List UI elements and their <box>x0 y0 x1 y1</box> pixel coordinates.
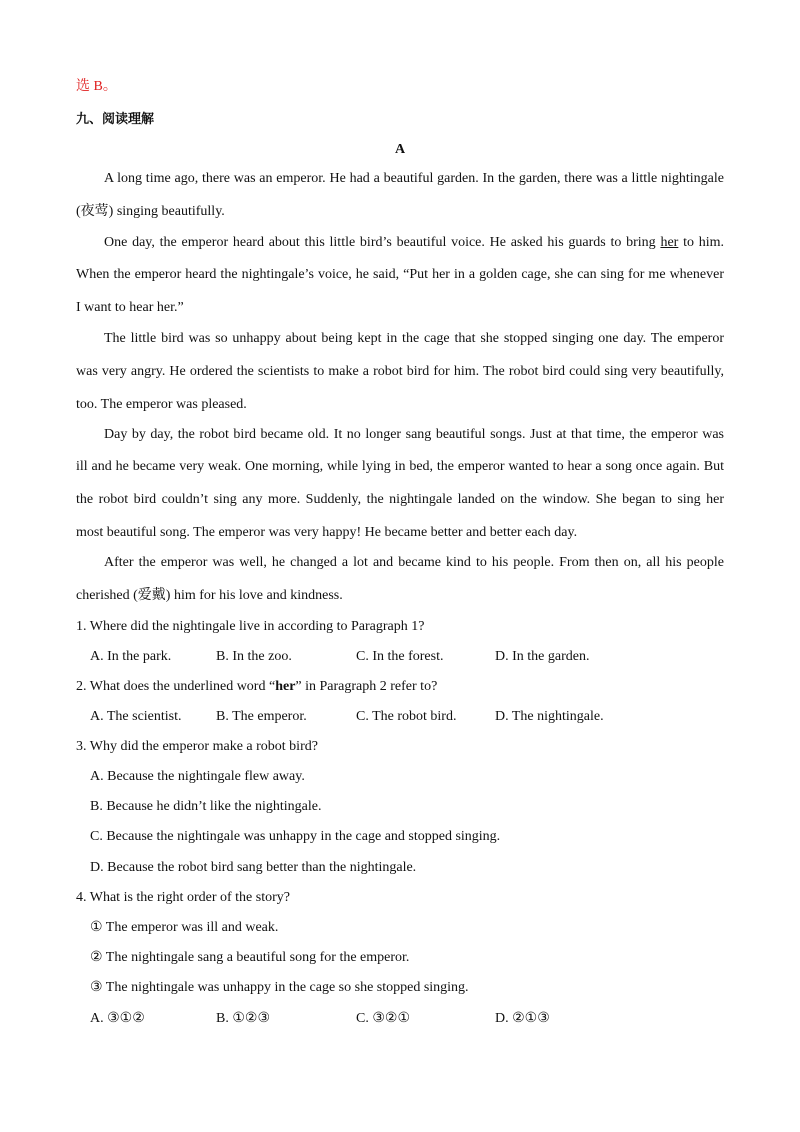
q3-option-d: D. Because the robot bird sang better than the nightingale. <box>90 860 417 875</box>
q2-option-b: B. The emperor. <box>216 709 307 724</box>
q2-option-d: D. The nightingale. <box>495 709 604 724</box>
q2-stem-after: ” in Paragraph 2 refer to? <box>295 679 438 694</box>
passage-p2-line1 <box>104 234 724 252</box>
q4-option-b: B. ①②③ <box>216 1011 270 1026</box>
q1-option-a: A. In the park. <box>90 649 172 664</box>
q2-stem-before: 2. What does the underlined word “ <box>76 679 276 694</box>
passage-p1-line1: A long time ago, there was an emperor. He had a beautiful garden. In the garden, there was a little nightingale <box>104 171 724 186</box>
question-4-options <box>90 1010 730 1028</box>
question-1-stem: 1. Where did the nightingale live in according to Paragraph 1? <box>76 619 425 634</box>
question-2-options <box>90 708 730 726</box>
underlined-word: her <box>660 235 679 250</box>
passage-p3-line3: too. The emperor was pleased. <box>76 397 247 412</box>
passage-p4-line1: Day by day, the robot bird became old. It no longer sang beautiful songs. Just at that time, the emperor was <box>104 427 724 442</box>
answer-note: 选 B。 <box>76 79 117 94</box>
passage-p1-line2: (夜莺) singing beautifully. <box>76 204 225 219</box>
section-title: 九、阅读理解 <box>76 112 155 127</box>
q3-option-c: C. Because the nightingale was unhappy in the cage and stopped singing. <box>90 829 501 844</box>
q1-option-b: B. In the zoo. <box>216 649 292 664</box>
passage-p5-line1: After the emperor was well, he changed a lot and became kind to his people. From then on, all his people <box>104 555 724 570</box>
question-2-stem <box>76 678 724 696</box>
q4-event-1: ① The emperor was ill and weak. <box>90 920 279 935</box>
q2-option-a: A. The scientist. <box>90 709 182 724</box>
q4-event-2: ② The nightingale sang a beautiful song for the emperor. <box>90 950 410 965</box>
q4-option-a: A. ③①② <box>90 1011 145 1026</box>
p2-text-after: to him. <box>678 235 724 250</box>
p2-text-before: One day, the emperor heard about this little bird’s beautiful voice. He asked his guards to bring <box>104 235 661 250</box>
question-1-options <box>90 648 730 666</box>
passage-p3-line2: was very angry. He ordered the scientists to make a robot bird for him. The robot bird could sing very beautifully, <box>76 364 724 379</box>
q1-option-c: C. In the forest. <box>356 649 444 664</box>
passage-p4-line3: the robot bird couldn’t sing any more. Suddenly, the nightingale landed on the window. She began to sing her <box>76 492 724 507</box>
question-3-stem: 3. Why did the emperor make a robot bird? <box>76 739 318 754</box>
q2-stem-bold-word: her <box>275 679 296 694</box>
q3-option-a: A. Because the nightingale flew away. <box>90 769 305 784</box>
q1-option-d: D. In the garden. <box>495 649 590 664</box>
q4-option-d: D. ②①③ <box>495 1011 550 1026</box>
passage-p5-line2: cherished (爱戴) him for his love and kindness. <box>76 588 343 603</box>
question-4-stem: 4. What is the right order of the story? <box>76 890 290 905</box>
passage-p3-line1: The little bird was so unhappy about being kept in the cage that she stopped singing one day. The emperor <box>104 331 724 346</box>
passage-p4-line2: ill and he became very weak. One morning, while lying in bed, the emperor wanted to hear a song once again. But <box>76 459 724 474</box>
passage-p4-line4: most beautiful song. The emperor was very happy! He became better and better each day. <box>76 525 578 540</box>
passage-label: A <box>394 142 406 157</box>
q4-event-3: ③ The nightingale was unhappy in the cage so she stopped singing. <box>90 980 469 995</box>
q3-option-b: B. Because he didn’t like the nightingale. <box>90 799 322 814</box>
passage-p2-line3: I want to hear her.” <box>76 300 184 315</box>
passage-p2-line2: When the emperor heard the nightingale’s voice, he said, “Put her in a golden cage, she can sing for me whenever <box>76 267 724 282</box>
q2-option-c: C. The robot bird. <box>356 709 457 724</box>
q4-option-c: C. ③②① <box>356 1011 410 1026</box>
